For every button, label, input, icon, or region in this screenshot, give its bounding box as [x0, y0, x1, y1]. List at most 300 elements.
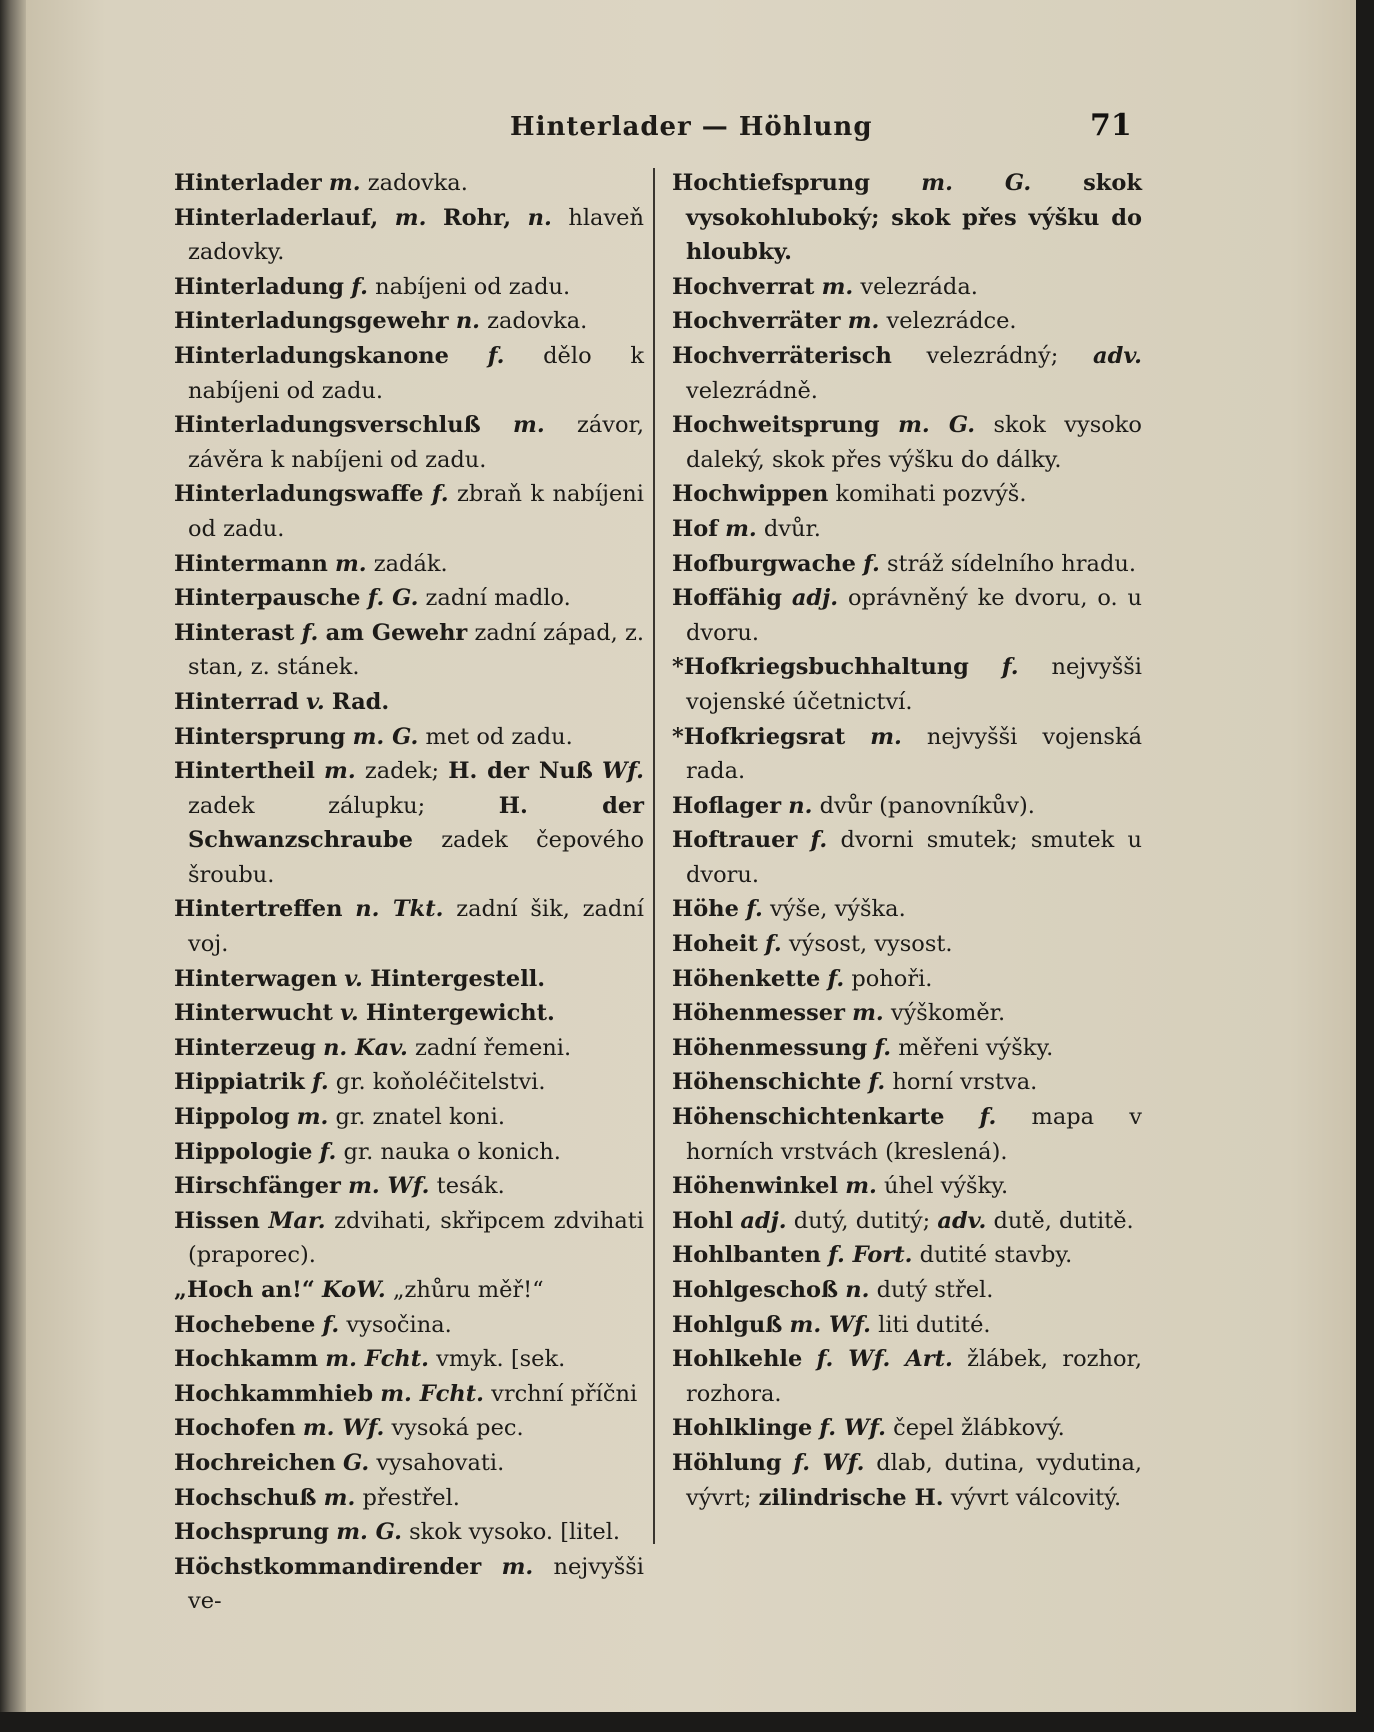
entry-text: zadovka.	[360, 170, 468, 196]
entry-headword: Hochreichen	[174, 1449, 336, 1476]
entry-headword: Hochweitsprung	[672, 412, 880, 439]
entry-grammar-label: m. G.	[352, 723, 419, 750]
entry-text	[861, 1069, 868, 1095]
entry-text: nejvyšši vojenská rada.	[686, 723, 1143, 785]
running-head	[0, 108, 1374, 148]
dictionary-entry	[672, 996, 1142, 1031]
dictionary-entry	[174, 1308, 644, 1343]
dictionary-entry	[174, 1031, 644, 1066]
entry-text	[305, 1069, 312, 1095]
entry-grammar-label: m.	[324, 758, 356, 785]
entry-text: velezrádce.	[879, 308, 1017, 335]
dictionary-entry	[672, 581, 1142, 650]
entry-text	[821, 1242, 828, 1268]
entry-headword: Hinterlader	[174, 170, 322, 196]
dictionary-entry	[174, 408, 644, 477]
entry-headword: Hohl	[672, 1207, 734, 1234]
entry-text	[359, 1000, 366, 1026]
entry-headword: Hochebene	[174, 1311, 316, 1338]
entry-headword: Hochverrat	[672, 273, 815, 300]
entry-grammar-label: m.	[394, 204, 427, 231]
entry-grammar-label: f.	[979, 1104, 997, 1131]
entry-text: nejvyšši vojenské účetnictví.	[686, 654, 1142, 715]
entry-text: horní vrstva.	[885, 1069, 1038, 1096]
entry-headword: Hochofen	[174, 1415, 296, 1442]
entry-text	[845, 724, 870, 750]
entry-grammar-label: m.	[335, 550, 367, 577]
column-divider	[653, 168, 655, 1544]
dictionary-entry	[672, 1238, 1142, 1273]
dictionary-entry	[174, 685, 644, 720]
entry-headword: Hochverräter	[672, 308, 841, 335]
entry-text: čepel žlábkový.	[885, 1415, 1065, 1442]
entry-grammar-label: n.	[845, 1277, 870, 1303]
entry-text: dutité stavby.	[912, 1242, 1073, 1269]
entry-text: zbraň k nabíjeni od zadu.	[188, 481, 644, 542]
entry-text	[322, 170, 329, 196]
entry-headword: Höchstkommandirender	[174, 1553, 482, 1580]
entry-grammar-label: f.	[301, 619, 319, 646]
entry-text	[944, 1104, 979, 1130]
entry-grammar-label: f. G.	[367, 585, 419, 612]
entry-headword: Hirschfänger	[174, 1173, 341, 1200]
entry-text	[423, 481, 431, 507]
entry-grammar-label: m.	[323, 1484, 356, 1511]
dictionary-entry	[174, 581, 644, 616]
dictionary-entry	[174, 1550, 644, 1619]
entry-text: dutě, dutitě.	[986, 1207, 1134, 1234]
entry-grammar-label: m. Wf.	[789, 1311, 871, 1338]
entry-headword: Rohr,	[442, 204, 512, 231]
entry-text: tesák.	[429, 1173, 505, 1200]
entry-text: nabíjeni od zadu.	[367, 273, 571, 300]
entry-grammar-label: m.	[870, 723, 902, 750]
entry-grammar-label: m. Fcht.	[380, 1380, 484, 1407]
entry-text	[328, 551, 335, 577]
entry-headword: Hoffähig	[672, 585, 782, 612]
dictionary-entry	[174, 1100, 644, 1135]
dictionary-entry	[672, 1411, 1142, 1446]
entry-grammar-label: f.	[431, 481, 449, 508]
entry-text: zadek;	[355, 758, 449, 785]
entry-text: měřeni výšky.	[891, 1034, 1054, 1061]
entry-headword: Hinterast	[174, 619, 295, 646]
dictionary-entry	[672, 1342, 1142, 1411]
dictionary-entry	[174, 1342, 644, 1377]
entry-grammar-label: f.	[827, 965, 845, 992]
dictionary-entry	[174, 304, 644, 339]
entry-text: komihati pozvýš.	[828, 481, 1027, 508]
entry-text	[315, 1277, 322, 1303]
entry-grammar-label: m.	[845, 1173, 877, 1200]
entry-grammar-label: m. G.	[898, 412, 976, 439]
dictionary-entry	[174, 1446, 644, 1481]
dictionary-entry	[174, 1065, 644, 1100]
entry-text: „zhůru měř!“	[385, 1277, 544, 1303]
entry-grammar-label: f.	[746, 896, 763, 923]
entry-headword: Höhlung	[672, 1449, 782, 1476]
entry-text	[449, 308, 456, 334]
entry-text	[299, 689, 306, 715]
entry-grammar-label: f.	[311, 1069, 329, 1096]
entry-text: úhel výšky.	[876, 1173, 1009, 1200]
dictionary-entry	[672, 1031, 1142, 1066]
entry-text: nejvyšši ve-	[188, 1553, 644, 1615]
entry-text	[378, 205, 395, 231]
dictionary-entry	[174, 166, 644, 201]
entry-grammar-label: f.	[322, 1311, 340, 1338]
entry-headword: H. der Nuß	[448, 758, 593, 785]
entry-text: vrchní příčni	[483, 1380, 638, 1407]
entry-headword: Höhenmessung	[672, 1034, 868, 1061]
dictionary-entry	[672, 547, 1142, 582]
entry-text: výsost, vysost.	[781, 931, 953, 958]
entry-text: zadovka.	[480, 308, 588, 335]
entry-grammar-label: m.	[296, 1104, 329, 1131]
entry-headword: zilindrische H.	[758, 1484, 944, 1511]
entry-headword: Hintertheil	[174, 758, 315, 785]
entry-text	[481, 1554, 501, 1580]
entry-text: velezráda.	[853, 273, 978, 300]
entry-text: dvůr (panovníkův).	[812, 792, 1035, 819]
book-spine-edge	[0, 0, 26, 1712]
entry-text: dutý střel.	[869, 1277, 994, 1303]
entry-headword: Hinterrad	[174, 688, 299, 715]
entry-text: hlaveň zadovky.	[188, 204, 644, 266]
entry-headword: Hochtiefsprung	[672, 170, 870, 196]
entry-headword: Hochschuß	[174, 1484, 317, 1511]
entry-text	[315, 1312, 322, 1338]
dictionary-entry	[672, 339, 1142, 408]
entry-headword: Höhenwinkel	[672, 1173, 839, 1200]
dictionary-entry	[672, 477, 1142, 512]
entry-text	[290, 1104, 297, 1130]
entry-grammar-label: m.	[852, 1000, 884, 1027]
entry-headword: Hinterladungswaffe	[174, 481, 424, 508]
dictionary-entry	[174, 1204, 644, 1273]
entry-headword: *Hofkriegsbuchhaltung	[672, 654, 969, 681]
entry-text: zadák.	[366, 550, 448, 577]
entry-text: žlábek, rozhor, rozhora.	[686, 1346, 1142, 1407]
page-header-title: Hinterlader — Höhlung	[510, 112, 873, 142]
entry-text	[797, 827, 810, 853]
entry-text: závor, závěra k nabíjeni od zadu.	[188, 412, 644, 473]
entry-text	[782, 585, 792, 611]
dictionary-entry	[672, 823, 1142, 892]
entry-headword: *Hofkriegsrat	[672, 723, 846, 750]
dictionary-entry	[174, 892, 644, 961]
entry-text: skok vysoko daleký, skok přes výšku do dálky.	[686, 412, 1142, 473]
entry-grammar-label: n.	[455, 308, 481, 335]
entry-text	[426, 205, 443, 231]
entry-headword: Hinterzeug	[174, 1034, 316, 1061]
entry-grammar-label: m.	[328, 170, 361, 196]
entry-text	[880, 412, 898, 438]
dictionary-entry	[174, 962, 644, 997]
entry-grammar-label: adj.	[791, 585, 839, 612]
entry-headword: „Hoch an!“	[174, 1277, 315, 1303]
entry-text	[802, 1346, 816, 1372]
entry-text	[325, 689, 332, 715]
entry-text: gr. znatel koni.	[328, 1104, 506, 1131]
entry-text: gr. nauka o konich.	[336, 1138, 561, 1165]
entry-text	[312, 1139, 319, 1165]
entry-text: gr. koňoléčitelstvi.	[328, 1069, 546, 1096]
dictionary-entry	[672, 512, 1142, 547]
dictionary-entry	[672, 962, 1142, 997]
entry-headword: Hinterladungsgewehr	[174, 308, 449, 335]
dictionary-entry	[672, 650, 1142, 719]
entry-grammar-label: f.	[810, 827, 828, 854]
entry-grammar-label: m. Wf.	[348, 1173, 430, 1200]
entry-text	[782, 1450, 794, 1476]
entry-headword: Hintersprung	[174, 723, 346, 750]
entry-text	[315, 758, 324, 784]
dictionary-entry	[672, 1308, 1142, 1343]
dictionary-entry	[174, 1377, 644, 1412]
entry-headword: Hohlkehle	[672, 1346, 803, 1373]
entry-headword: Hippiatrik	[174, 1069, 305, 1096]
entry-headword: Hohlguß	[672, 1311, 783, 1338]
entry-grammar-label: n.	[788, 792, 813, 819]
entry-grammar-label: f. Wf. Art.	[816, 1346, 953, 1373]
entry-text	[481, 412, 513, 438]
entry-text	[336, 1450, 343, 1476]
entry-text: vývrt válcovitý.	[943, 1484, 1122, 1511]
entry-text: liti dutité.	[870, 1311, 991, 1338]
entry-grammar-label: adv.	[937, 1207, 987, 1234]
entry-grammar-label: f.	[1001, 654, 1019, 681]
dictionary-entry	[174, 547, 644, 582]
entry-grammar-label: f.	[868, 1069, 886, 1096]
dictionary-entry	[174, 1481, 644, 1516]
entry-headword: Hochverräterisch	[672, 342, 892, 369]
entry-grammar-label: m.	[513, 412, 545, 439]
dictionary-entry	[672, 1273, 1142, 1308]
entry-text: zadek čepového šroubu.	[188, 827, 644, 888]
entry-text: výškoměr.	[883, 1000, 1006, 1027]
entry-text: vysahovati.	[369, 1449, 505, 1476]
entry-headword: Höhenschichte	[672, 1069, 862, 1096]
entry-grammar-label: f. Wf.	[793, 1449, 865, 1476]
dictionary-entry	[672, 270, 1142, 305]
left-column	[174, 166, 644, 1619]
dictionary-entry	[174, 201, 644, 270]
entry-headword: Hintergestell.	[370, 965, 546, 992]
entry-headword: am Gewehr	[325, 619, 468, 646]
dictionary-entry	[174, 1135, 644, 1170]
entry-headword: Rad.	[331, 688, 390, 715]
entry-headword: Hintergewicht.	[365, 1000, 555, 1027]
entry-text	[593, 758, 602, 784]
entry-text	[870, 170, 921, 196]
dictionary-entry	[174, 616, 644, 685]
entry-headword: Hofburgwache	[672, 550, 856, 577]
dictionary-entry	[672, 789, 1142, 824]
entry-text: přestřel.	[355, 1484, 460, 1511]
entry-headword: Hippologie	[174, 1138, 313, 1165]
entry-grammar-label: f.	[765, 931, 782, 958]
entry-text: dutý, dutitý;	[786, 1207, 938, 1234]
entry-text: stráž sídelního hradu.	[879, 550, 1136, 577]
entry-grammar-label: KoW.	[322, 1277, 386, 1303]
entry-headword: Hochkamm	[174, 1346, 319, 1373]
entry-grammar-label: f. Fort.	[828, 1242, 913, 1269]
entry-text: zadní západ, z. stan, z. stánek.	[188, 619, 644, 681]
entry-grammar-label: Mar.	[268, 1207, 326, 1234]
entry-grammar-label: m.	[725, 515, 757, 542]
entry-grammar-label: f.	[874, 1034, 892, 1061]
entry-headword: Höhenkette	[672, 965, 821, 992]
entry-text: pohoři.	[844, 965, 933, 992]
entry-text: dvorni smutek; smutek u dvoru.	[686, 827, 1142, 888]
dictionary-entry	[174, 270, 644, 305]
entry-text: zadní šik, zadní voj.	[188, 896, 645, 958]
entry-text	[317, 1485, 324, 1511]
entry-grammar-label: m. Fcht.	[325, 1346, 429, 1373]
entry-grammar-label: v.	[344, 965, 363, 992]
entry-text: skok vysokohluboký; skok přes výšku do hloubky.	[686, 170, 1142, 266]
entry-headword: Hof	[672, 515, 718, 542]
dictionary-entry	[174, 477, 644, 546]
entry-headword: Hohlbanten	[672, 1242, 821, 1269]
dictionary-entry	[174, 1515, 644, 1550]
entry-text: dělo k nabíjeni od zadu.	[188, 342, 645, 404]
entry-grammar-label: f.	[351, 273, 368, 300]
entry-headword: Hinterwagen	[174, 965, 338, 992]
entry-text	[316, 1035, 323, 1061]
entry-headword: Hochwippen	[672, 481, 829, 508]
entry-text	[296, 1415, 303, 1441]
right-column	[672, 166, 1142, 1515]
entry-text: vmyk. [sek.	[429, 1346, 566, 1373]
entry-text	[341, 1173, 348, 1199]
entry-text	[318, 620, 325, 646]
entry-text: zadní řemeni.	[407, 1034, 572, 1061]
entry-headword: Höhenschichtenkarte	[672, 1104, 945, 1131]
entry-text	[758, 931, 765, 957]
entry-grammar-label: m.	[847, 308, 880, 335]
dictionary-entry	[672, 1204, 1142, 1239]
entry-grammar-label: m. Wf.	[302, 1415, 385, 1442]
page-number: 71	[1090, 108, 1132, 143]
entry-headword: Hoheit	[672, 931, 758, 958]
entry-grammar-label: v.	[306, 688, 325, 715]
entry-grammar-label: G.	[342, 1449, 370, 1476]
entry-text	[449, 343, 488, 369]
entry-grammar-label: m.	[501, 1553, 534, 1580]
dictionary-entry	[672, 408, 1142, 477]
entry-headword: Hissen	[174, 1207, 260, 1234]
entry-grammar-label: m. G.	[336, 1519, 402, 1546]
entry-grammar-label: adv.	[1093, 342, 1142, 369]
entry-grammar-label: m. G.	[921, 170, 1032, 196]
entry-grammar-label: n. Tkt.	[355, 896, 444, 923]
entry-text: skok vysoko. [litel.	[401, 1519, 621, 1546]
dictionary-entry	[672, 1065, 1142, 1100]
entry-grammar-label: n. Kav.	[323, 1034, 408, 1061]
entry-text	[841, 308, 848, 334]
entry-text: zadek zálupku;	[188, 792, 499, 819]
dictionary-entry	[672, 927, 1142, 962]
dictionary-entry	[672, 720, 1142, 789]
dictionary-entry	[672, 1169, 1142, 1204]
entry-text: vysočina.	[339, 1311, 452, 1338]
entry-text: zadní madlo.	[418, 585, 571, 612]
entry-grammar-label: f.	[863, 550, 880, 577]
entry-headword: Hinterladerlauf,	[174, 204, 379, 231]
entry-headword: Hochkammhieb	[174, 1380, 374, 1407]
dictionary-entry	[672, 892, 1142, 927]
dictionary-entry	[672, 1446, 1142, 1515]
dictionary-entry	[174, 339, 644, 408]
entry-headword: Hintermann	[174, 550, 328, 577]
entry-text	[333, 1000, 340, 1026]
entry-text: vysoká pec.	[384, 1415, 524, 1442]
entry-headword: Hinterladungskanone	[174, 342, 449, 369]
entry-text	[511, 205, 528, 231]
entry-headword: Hinterpausche	[174, 585, 361, 612]
entry-text: velezrádně.	[686, 377, 818, 404]
entry-grammar-label: adj.	[740, 1207, 787, 1234]
entry-text: výše, výška.	[762, 896, 906, 923]
entry-grammar-label: m.	[821, 273, 854, 300]
entry-headword: Hohlgeschoß	[672, 1277, 839, 1303]
entry-grammar-label: f. Wf.	[819, 1415, 886, 1442]
entry-text	[814, 274, 821, 300]
dictionary-entry	[174, 720, 644, 755]
entry-headword: Hintertreffen	[174, 896, 343, 923]
dictionary-entry	[672, 166, 1142, 270]
entry-text	[342, 896, 355, 922]
entry-text: velezrádný;	[891, 342, 1094, 369]
entry-text	[294, 620, 301, 646]
entry-text: mapa v horních vrstvách (kreslená).	[686, 1104, 1142, 1165]
entry-grammar-label: Wf.	[602, 758, 644, 785]
entry-headword: Hippolog	[174, 1104, 290, 1131]
entry-grammar-label: n.	[527, 204, 552, 231]
dictionary-entry	[672, 304, 1142, 339]
dictionary-entry	[174, 1273, 644, 1308]
entry-headword: Höhe	[672, 896, 739, 923]
entry-grammar-label: f.	[319, 1138, 337, 1165]
entry-headword: Hinterwucht	[174, 1000, 333, 1027]
entry-text	[363, 966, 370, 992]
entry-headword: Höhenmesser	[672, 1000, 845, 1027]
entry-text: met od zadu.	[418, 723, 573, 750]
entry-grammar-label: f.	[487, 342, 505, 369]
entry-text	[969, 654, 1002, 680]
entry-headword: Hochsprung	[174, 1519, 330, 1546]
dictionary-entry	[174, 1411, 644, 1446]
entry-headword: H. der Schwanzschraube	[188, 792, 644, 854]
dictionary-entry	[174, 754, 644, 892]
entry-headword: Hohlklinge	[672, 1415, 813, 1442]
entry-text: oprávněný ke dvoru, o. u dvoru.	[686, 585, 1143, 646]
entry-headword: Hinterladungsverschluß	[174, 412, 481, 439]
entry-text	[345, 724, 352, 750]
entry-text: dvůr.	[756, 515, 821, 542]
entry-text	[782, 1312, 789, 1338]
dictionary-entry	[672, 1100, 1142, 1169]
entry-headword: Hoflager	[672, 792, 782, 819]
entry-text: zdvihati, skřipcem zdvihati (praporec).	[188, 1207, 644, 1269]
dictionary-entry	[174, 1169, 644, 1204]
entry-grammar-label: v.	[340, 1000, 359, 1027]
entry-headword: Hoftrauer	[672, 827, 798, 854]
dictionary-entry	[174, 996, 644, 1031]
entry-text: dlab, dutina, vydutina, vývrt;	[686, 1449, 1143, 1511]
